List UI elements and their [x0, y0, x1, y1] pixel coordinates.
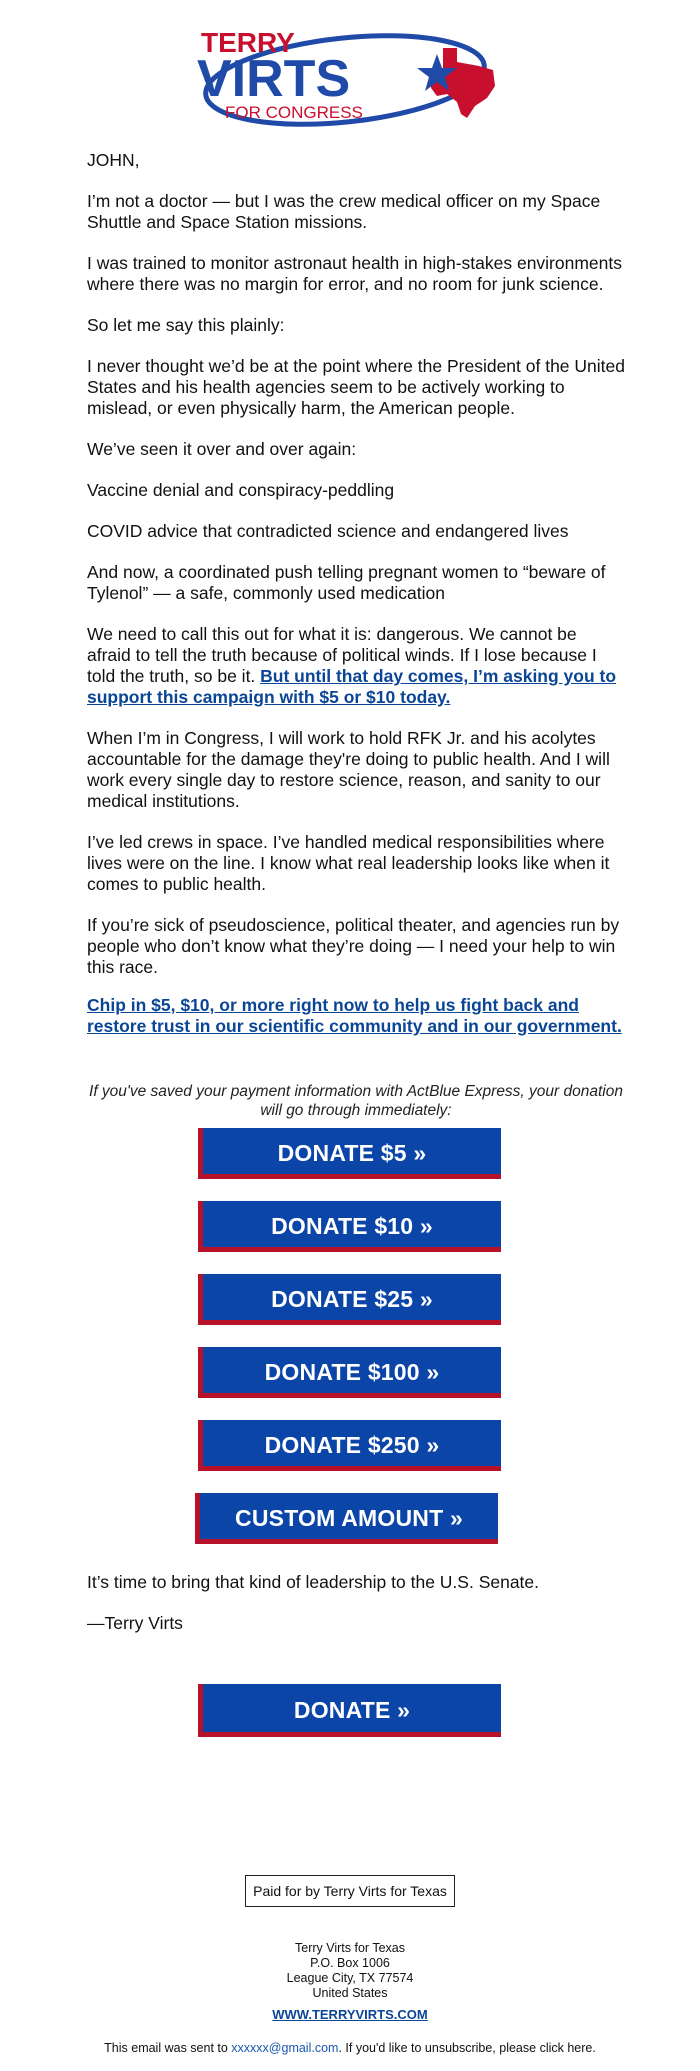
paragraph: And now, a coordinated push telling pregnant women to “beware of Tylenol” — a safe, commonly used medication [87, 562, 606, 603]
donate-5-button[interactable]: DONATE $5 » [198, 1128, 501, 1179]
mailing-address [200, 1941, 500, 2001]
closing-line: It’s time to bring that kind of leadership to the U.S. Senate. [87, 1572, 540, 1592]
paragraph: COVID advice that contradicted science and endangered lives [87, 521, 569, 541]
logo-terry: TERRY [201, 27, 295, 58]
unsubscribe-footer [50, 2041, 650, 2055]
letter-body [87, 150, 625, 998]
sent-prefix: This email was sent to [104, 2041, 232, 2055]
donate-25-button[interactable]: DONATE $25 » [198, 1274, 501, 1325]
address-line: League City, TX 77574 [286, 1971, 414, 1985]
paragraph: When I’m in Congress, I will work to hold RFK Jr. and his acolytes accountable for the damage they're doing to public health. And I will work every single day to restore science, reason, and sanity to our medical institutions. [87, 728, 610, 811]
custom-amount-button[interactable]: CUSTOM AMOUNT » [195, 1493, 498, 1544]
donate-button[interactable]: DONATE » [198, 1684, 501, 1737]
call-out-text: We need to call this out for what it is: dangerous. We cannot be afraid to tell the truth because of political winds. If I lose because I told the truth, so be it. [87, 624, 597, 686]
paragraph: I was trained to monitor astronaut health in high-stakes environments where there was no margin for error, and no room for junk science. [87, 253, 623, 294]
paragraph: We’ve seen it over and over again: [87, 439, 357, 459]
logo-for-congress: FOR CONGRESS [225, 103, 363, 122]
paragraph: I’ve led crews in space. I’ve handled medical responsibilities where lives were on the line. I know what real leadership looks like when it comes to public health. [87, 832, 610, 894]
paragraph: I’m not a doctor — but I was the crew medical officer on my Space Shuttle and Space Station missions. [87, 191, 601, 232]
chip-in-link[interactable]: Chip in $5, $10, or more right now to help us fight back and restore trust in our scientific community and in our government. [87, 995, 622, 1036]
address-line: P.O. Box 1006 [310, 1956, 390, 1970]
donate-100-button[interactable]: DONATE $100 » [198, 1347, 501, 1398]
terry-virts-logo [195, 18, 505, 128]
unsubscribe-text[interactable]: . If you'd like to unsubscribe, please click here. [338, 2041, 596, 2055]
chip-in-cta [87, 995, 625, 1037]
greeting: JOHN, [87, 150, 140, 170]
recipient-email-link[interactable]: xxxxxx@gmail.com [231, 2041, 339, 2055]
actblue-express-note: If you've saved your payment information with ActBlue Express, your donation will go through immediately: [89, 1083, 623, 1119]
paragraph: I never thought we’d be at the point where the President of the United States and his health agencies seem to be actively working to mislead, or even physically harm, the American people. [87, 356, 625, 418]
paragraph: So let me say this plainly: [87, 315, 285, 335]
paid-for-disclaimer: Paid for by Terry Virts for Texas [245, 1875, 455, 1907]
paragraph: Vaccine denial and conspiracy-peddling [87, 480, 395, 500]
call-out-paragraph [87, 624, 625, 708]
address-line: United States [312, 1986, 388, 2000]
address-line: Terry Virts for Texas [295, 1941, 405, 1955]
donate-10-button[interactable]: DONATE $10 » [198, 1201, 501, 1252]
logo-virts: VIRTS [197, 50, 351, 108]
support-campaign-link[interactable]: But until that day comes, I’m asking you to support this campaign with $5 or $10 today. [87, 666, 617, 707]
website-link[interactable]: WWW.TERRYVIRTS.COM [272, 2007, 428, 2022]
paragraph: If you’re sick of pseudoscience, political theater, and agencies run by people who don’t know what they’re doing — I need your help to win this race. [87, 915, 620, 977]
signature: —Terry Virts [87, 1613, 183, 1633]
closing [87, 1572, 625, 1654]
donate-250-button[interactable]: DONATE $250 » [198, 1420, 501, 1471]
